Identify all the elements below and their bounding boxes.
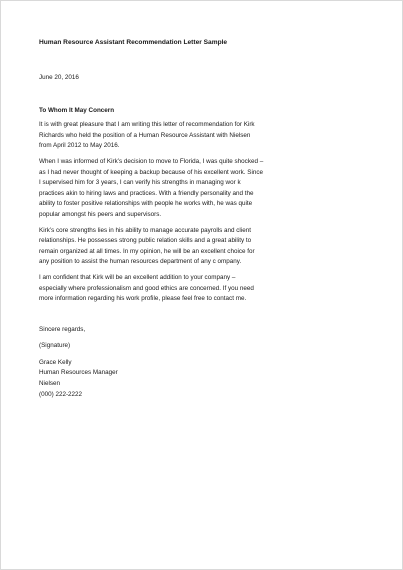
paragraph-line: Kirk’s core strengths lies in his ability to manage accurate payrolls and client (39, 226, 251, 234)
paragraph-line: any position to assist the human resources department of any c ompany. (39, 258, 242, 266)
paragraph-1 (39, 120, 329, 152)
paragraph-line: especially where professionalism and good ethics are concerned. If you need (39, 284, 254, 292)
signature-placeholder: (Signature) (39, 342, 71, 350)
paragraph-line: relationships. He possesses strong public relation skills and a great ability to (39, 237, 252, 245)
paragraph-line: When I was informed of Kirk’s decision to move to Florida, I was quite shocked – (39, 157, 264, 165)
letter-closing-block (39, 325, 329, 401)
signer-name: Grace Kelly (39, 358, 72, 366)
letter-body (39, 38, 329, 400)
paragraph-2 (39, 157, 329, 221)
letter-date: June 20, 2016 (39, 74, 79, 81)
paragraph-line: as I had never thought of keeping a backup because of his excellent work. Since (39, 168, 264, 176)
paragraph-line: from April 2012 to May 2016. (39, 142, 120, 150)
paragraph-line: ability to foster positive relationships with people he works with, he was quite (39, 200, 253, 208)
signer-company: Nielsen (39, 380, 60, 388)
paragraph-4 (39, 273, 329, 305)
paragraph-line: more information regarding his work profile, please feel free to contact me. (39, 295, 247, 303)
paragraph-line: I supervised him for 3 years, I can verify his strengths in managing wor k (39, 179, 241, 187)
paragraph-line: remain organized at all times. In my opinion, he will be an excellent choice for (39, 247, 255, 255)
signer-job-title: Human Resources Manager (39, 369, 118, 377)
paragraph-line: Richards who held the position of a Human Resource Assistant with Nielsen (39, 131, 251, 139)
document-title: Human Resource Assistant Recommendation Letter Sample (39, 39, 228, 46)
signer-phone: (000) 222-2222 (39, 390, 83, 398)
letter-salutation: To Whom It May Concern (39, 106, 115, 114)
paragraph-line: practices akin to hiring laws and practices. With a friendly personality and the (39, 189, 254, 197)
paragraph-line: It is with great pleasure that I am writing this letter of recommendation for Kirk (39, 121, 255, 129)
paragraph-3 (39, 226, 329, 268)
paragraph-line: I am confident that Kirk will be an excellent addition to your company – (39, 273, 236, 281)
paragraph-line: popular amongst his peers and supervisors. (39, 210, 162, 218)
closing-phrase: Sincere regards, (39, 325, 86, 333)
